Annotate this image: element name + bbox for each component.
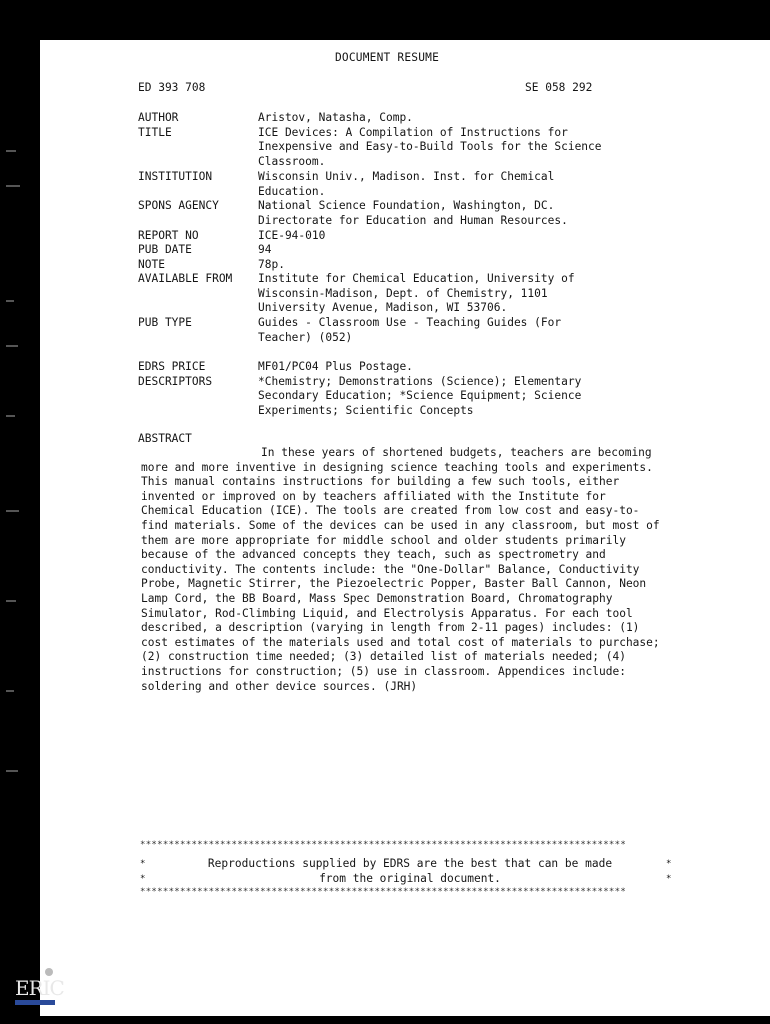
field-label: PUB TYPE	[138, 316, 192, 329]
repro-notice-2: from the original document.	[319, 872, 501, 885]
field-value: Aristov, Natasha, Comp.	[258, 111, 413, 124]
se-number: SE 058 292	[525, 81, 593, 94]
field-label: INSTITUTION	[138, 170, 213, 183]
field-value: MF01/PC04 Plus Postage.	[258, 360, 413, 373]
field-label: DESCRIPTORS	[138, 374, 213, 388]
field-value: *Chemistry; Demonstrations (Science); Elementary Secondary Education; *Science Equipment; Science Experiments; Scientific Concepts	[258, 374, 582, 417]
field-value: National Science Foundation, Washington, DC. Directorate for Education and Human Resources.	[258, 199, 568, 227]
star-mark: *	[140, 859, 146, 869]
field-value: ICE Devices: A Compilation of Instructions for Inexpensive and Easy-to-Build Tools for the Science Classroom.	[258, 125, 602, 168]
eric-logo-dot	[45, 968, 53, 976]
document-title: DOCUMENT RESUME	[334, 51, 440, 64]
field-label: EDRS PRICE	[138, 360, 206, 373]
abstract-text: In these years of shortened budgets, teachers are becoming more and more inventive in designing science teaching tools and experiments. This manual contains instructions for building a few such tools, either invented or improved on by teachers affiliated with the Institute for Chemical Education (ICE). The tools are created from low cost and easy-to-find materials. Some of the devices can be used in any classroom, but most of them are more appropriate for middle school and older students primarily because of the advanced concepts they teach, such as spectrometry and conductivity. The contents include: the "One-Dollar" Balance, Conductivity Probe, Magnetic Stirrer, the Piezoelectric Popper, Baster Ball Cannon, Neon Lamp Cord, the BB Board, Mass Spec Demonstration Board, Chromatography Simulator, Rod-Climbing Liquid, and Electrolysis Apparatus. For each tool described, a description (varying in length from 2-11 pages) includes: (1) cost estimates of the materials used and total cost of materials to purchase; (2) construction time needed; (3) detailed list of materials needed; (4) instructions for construction; (5) use in classroom. Appendices include: soldering and other device sources. (JRH)	[141, 446, 660, 693]
field-label: TITLE	[138, 125, 172, 139]
field-value: Guides - Classroom Use - Teaching Guides (For Teacher) (052)	[258, 316, 562, 344]
star-mark: *	[140, 874, 146, 884]
repro-notice-1: Reproductions supplied by EDRS are the best that can be made	[207, 857, 613, 870]
scan-border-top	[0, 0, 770, 40]
field-value: Wisconsin Univ., Madison. Inst. for Chemical Education.	[258, 170, 555, 198]
eric-logo-text: ERIC	[15, 976, 64, 1000]
eric-logo	[13, 966, 65, 1010]
field-label: NOTE	[138, 257, 165, 271]
footer-star-border-bottom: *************************************************************************************	[140, 887, 627, 897]
field-label: PUB DATE	[138, 243, 192, 256]
field-value: 94	[258, 243, 272, 256]
field-label: AUTHOR	[138, 111, 179, 124]
star-mark: *	[666, 859, 672, 869]
field-value: Institute for Chemical Education, University of Wisconsin-Madison, Dept. of Chemistry, 1101 University Avenue, Madison, WI 53706.	[258, 272, 575, 315]
document-page	[40, 40, 770, 1016]
field-label: REPORT NO	[138, 228, 199, 242]
eric-logo-bar	[15, 1000, 55, 1005]
abstract-label: ABSTRACT	[138, 432, 192, 445]
star-mark: *	[666, 874, 672, 884]
field-label: SPONS AGENCY	[138, 199, 219, 212]
field-value: ICE-94-010	[258, 228, 326, 242]
field-value: 78p.	[258, 257, 285, 271]
field-label: AVAILABLE FROM	[138, 272, 233, 285]
scan-border-left	[0, 0, 40, 1024]
footer-star-border-top: *************************************************************************************	[140, 840, 627, 850]
ed-number: ED 393 708	[138, 81, 206, 94]
